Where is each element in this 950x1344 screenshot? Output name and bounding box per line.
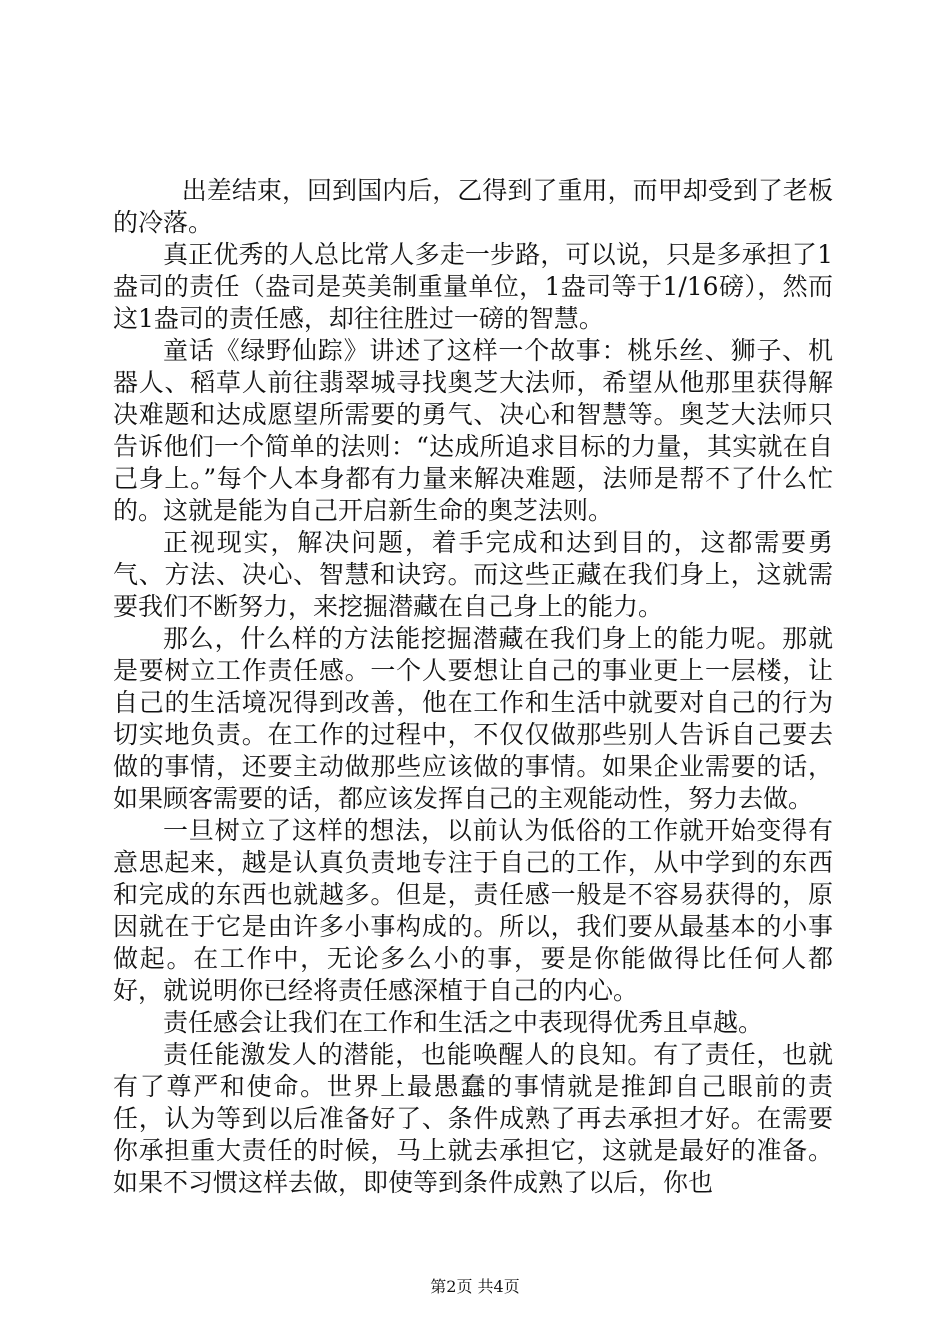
paragraph: 出差结束，回到国内后，乙得到了重用，而甲却受到了老板的冷落。 — [113, 176, 833, 237]
paragraph: 一旦树立了这样的想法，以前认为低俗的工作就开始变得有意思起来，越是认真负责地专注于自己的工作，从中学到的东西和完成的东西也就越多。但是，责任感一般是不容易获得的，原因就在于它是由许多小事构成的。所以，我们要从最基本的小事做起。在工作中，无论多么小的事，要是你能做得比任何人都好，就说明你已经将责任感深植于自己的内心。 — [113, 816, 833, 1005]
paragraph: 童话《绿野仙踪》讲述了这样一个故事：桃乐丝、狮子、机器人、稻草人前往翡翠城寻找奥芝大法师，希望从他那里获得解决难题和达成愿望所需要的勇气、决心和智慧等。奥芝大法师只告诉他们一个简单的法则：“达成所追求目标的力量，其实就在自己身上。”每个人本身都有力量来解决难题，法师是帮不了什么忙的。这就是能为自己开启新生命的奥芝法则。 — [113, 336, 833, 525]
page-footer: 第2页 共4页 — [430, 1277, 520, 1296]
paragraph: 那么，什么样的方法能挖掘潜藏在我们身上的能力呢。那就是要树立工作责任感。一个人要想让自己的事业更上一层楼，让自己的生活境况得到改善，他在工作和生活中就要对自己的行为切实地负责。在工作的过程中，不仅仅做那些别人告诉自己要去做的事情，还要主动做那些应该做的事情。如果企业需要的话，如果顾客需要的话，都应该发挥自己的主观能动性，努力去做。 — [113, 624, 833, 813]
paragraph: 责任感会让我们在工作和生活之中表现得优秀且卓越。 — [163, 1008, 764, 1037]
paragraph: 正视现实，解决问题，着手完成和达到目的，这都需要勇气、方法、决心、智慧和诀窍。而这些正藏在我们身上，这就需要我们不断努力，来挖掘潜藏在自己身上的能力。 — [113, 528, 833, 621]
document-body — [113, 175, 833, 1199]
paragraph: 责任能激发人的潜能，也能唤醒人的良知。有了责任，也就有了尊严和使命。世界上最愚蠢的事情就是推卸自己眼前的责任，认为等到以后准备好了、条件成熟了再去承担才好。在需要你承担重大责任的时候，马上就去承担它，这就是最好的准备。如果不习惯这样去做，即使等到条件成熟了以后，你也 — [113, 1040, 833, 1197]
paragraph: 真正优秀的人总比常人多走一步路，可以说，只是多承担了1盎司的责任（盎司是英美制重量单位，1盎司等于1/16磅），然而这1盎司的责任感，却往往胜过一磅的智慧。 — [113, 240, 833, 333]
